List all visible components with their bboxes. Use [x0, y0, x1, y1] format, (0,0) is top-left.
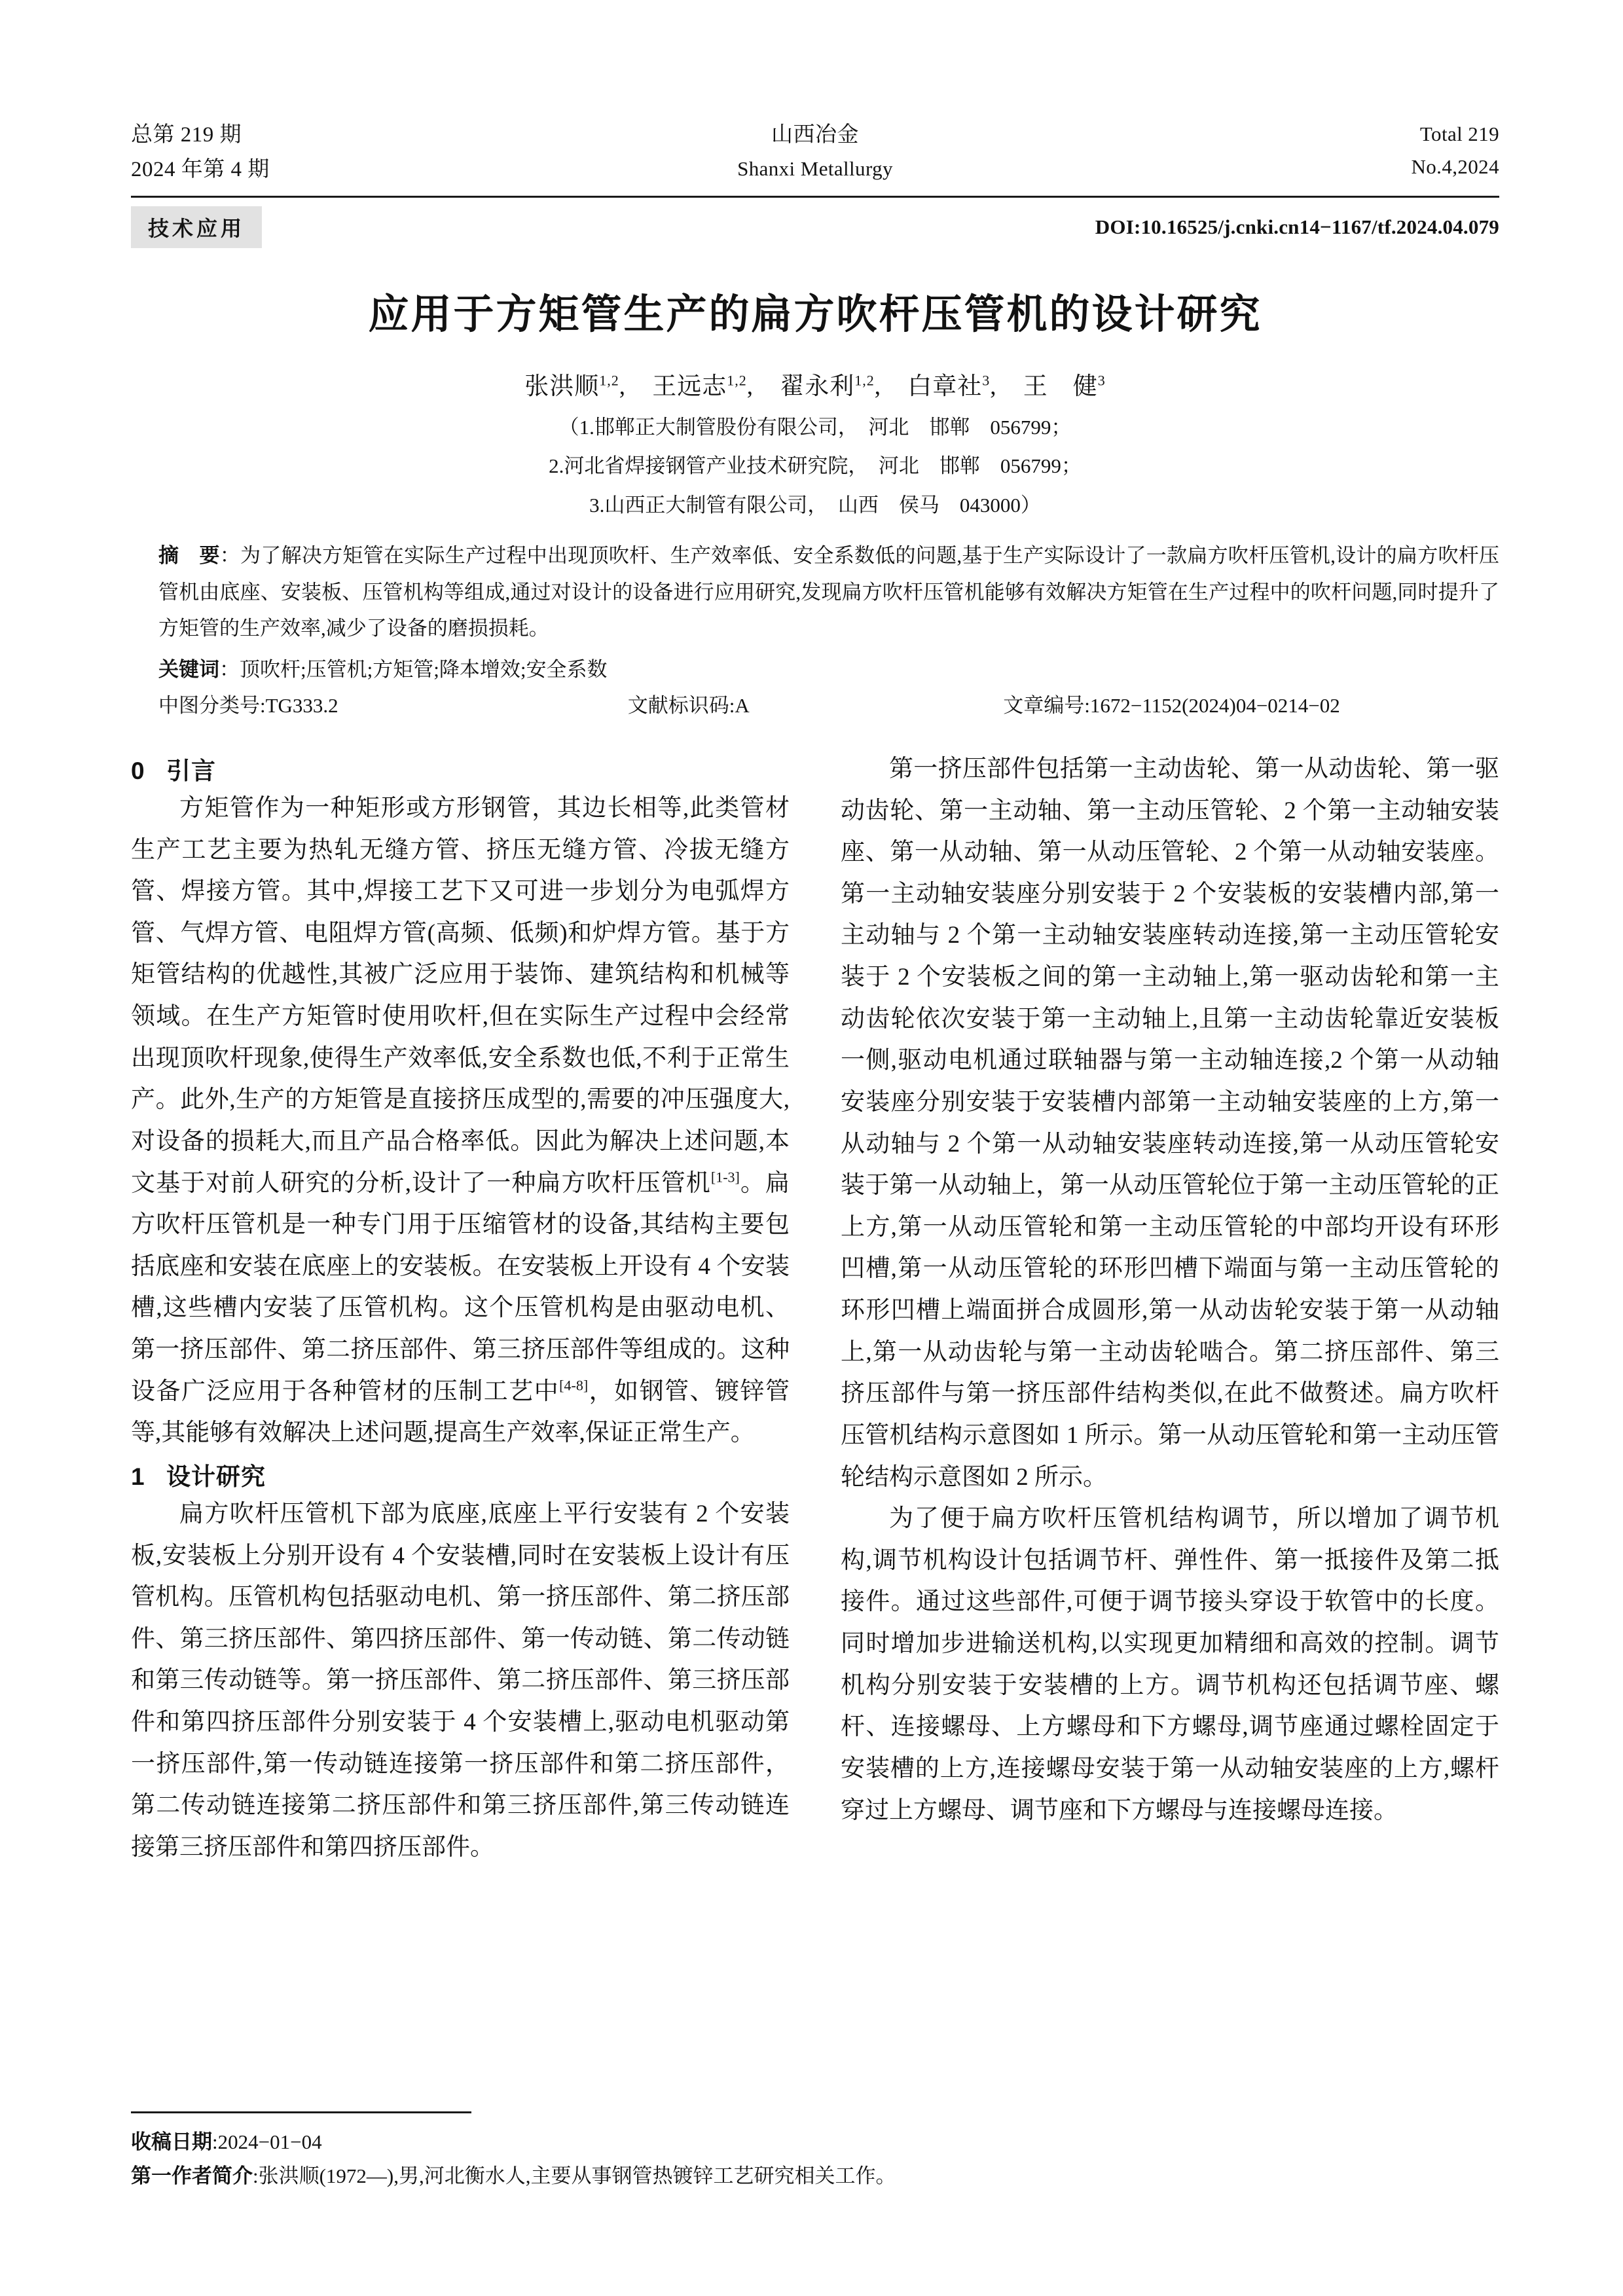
classification-row	[131, 689, 1499, 718]
category-badge: 技术应用	[131, 206, 262, 248]
section-title: 引言	[166, 757, 216, 784]
author-entry	[652, 373, 747, 400]
author-name: 王 健	[1023, 373, 1098, 400]
paragraph	[131, 788, 790, 1454]
journal-name-en: Shanxi Metallurgy	[737, 157, 893, 181]
author-bio-value: :张洪顺(1972—),男,河北衡水人,主要从事钢管热镀锌工艺研究相关工作。	[253, 2164, 896, 2187]
author-entry	[1023, 373, 1106, 400]
running-head-center	[541, 118, 1089, 186]
abstract-block	[131, 538, 1499, 646]
journal-name-cn: 山西冶金	[771, 123, 859, 147]
author-entry	[907, 373, 990, 400]
footnote-block	[131, 2111, 896, 2193]
paragraph: 为了便于扁方吹杆压管机结构调节，所以增加了调节机构,调节机构设计包括调节杆、弹性件、第一抵接件及第二抵接件。通过这些部件,可便于调节接头穿设于软管中的长度。同时增加步进输送机构,以实现更加精细和高效的控制。调节机构分别安装于安装槽的上方。调节机构还包括调节座、螺杆、连接螺母、上方螺母和下方螺母,调节座通过螺栓固定于安装槽的上方,连接螺母安装于第一从动轴安装座的上方,螺杆穿过上方螺母、调节座和下方螺母与连接螺母连接。	[841, 1505, 1499, 1824]
category-doi-row	[131, 207, 1499, 247]
header-divider	[131, 196, 1499, 198]
keywords-label: 关键词	[158, 657, 219, 681]
clc-number: 中图分类号:TG333.2	[158, 693, 338, 717]
issue-total-cn: 总第 219 期	[131, 123, 242, 147]
citation-ref: [1-3]	[710, 1169, 740, 1186]
paragraph: 扁方吹杆压管机下部为底座,底座上平行安装有 2 个安装板,安装板上分别开设有 4 个安装槽,同时在安装板上设计有压管机构。压管机构包括驱动电机、第一挤压部件、第二挤压部件、第三挤压部件、第四挤压部件、第一传动链、第二传动链和第三传动链等。第一挤压部件、第二挤压部件、第三挤压部件和第四挤压部件分别安装于 4 个安装槽上,驱动电机驱动第一挤压部件,第一传动链连接第一挤压部件和第二挤压部件，第二传动链连接第二挤压部件和第三挤压部件,第三传动链连接第三挤压部件和第四挤压部件。	[131, 1500, 790, 1861]
paragraph: 第一挤压部件包括第一主动齿轮、第一从动齿轮、第一驱动齿轮、第一主动轴、第一主动压管轮、2 个第一主动轴安装座、第一从动轴、第一从动压管轮、2 个第一从动轴安装座。第一主动轴安装座分别安装于 2 个安装板的安装槽内部,第一主动轴与 2 个第一主动轴安装座转动连接,第一主动压管轮安装于 2 个安装板之间的第一主动轴上,第一驱动齿轮和第一主动齿轮依次安装于第一主动轴上,且第一主动齿轮靠近安装板一侧,驱动电机通过联轴器与第一主动轴连接,2 个第一从动轴安装座分别安装于安装槽内部第一主动轴安装座的上方,第一从动轴与 2 个第一从动轴安装座转动连接,第一从动压管轮安装于第一从动轴上，第一从动压管轮位于第一主动压管轮的正上方,第一从动压管轮和第一主动压管轮的中部均开设有环形凹槽,第一从动压管轮的环形凹槽下端面与第一主动压管轮的环形凹槽上端面拼合成圆形,第一从动齿轮安装于第一从动轴上,第一从动齿轮与第一主动齿轮啮合。第二挤压部件、第三挤压部件与第一挤压部件结构类似,在此不做赘述。扁方吹杆压管机结构示意图如 1 所示。第一从动压管轮和第一主动压管轮结构示意图如 2 所示。	[841, 755, 1499, 1491]
affiliation-line: （1.邯郸正大制管股份有限公司， 河北 邯郸 056799；	[558, 415, 1072, 439]
section-number: 1	[131, 1463, 145, 1490]
section-number: 0	[131, 757, 145, 784]
issue-number-en: No.4,2024	[1411, 155, 1499, 179]
author-affil-marker: 1,2	[727, 372, 747, 389]
author-name: 白章社	[907, 373, 983, 400]
author-affil-marker: 1,2	[599, 372, 619, 389]
author-bio-line	[131, 2159, 896, 2193]
author-name: 翟永利	[780, 373, 855, 400]
right-column	[841, 748, 1499, 1868]
issue-year-cn: 2024 年第 4 期	[131, 158, 270, 182]
author-affil-marker: 3	[1097, 372, 1106, 389]
received-date-line	[131, 2125, 790, 2159]
author-name: 王远志	[652, 373, 727, 400]
paragraph-text: ，如钢管、镀锌管等,其能够有效解决上述问题,提高生产效率,保证正常生产。	[131, 1377, 790, 1447]
affiliation-line: 3.山西正大制管有限公司， 山西 侯马 043000）	[589, 493, 1041, 517]
keywords-block	[131, 653, 1499, 682]
section-title: 设计研究	[166, 1463, 266, 1490]
page-content	[131, 118, 1499, 1868]
author-affil-marker: 3	[982, 372, 991, 389]
received-date-label: 收稿日期	[131, 2130, 212, 2154]
author-entry	[780, 373, 875, 400]
section-heading-intro	[131, 751, 790, 786]
citation-ref: [4-8]	[559, 1377, 589, 1394]
abstract-label: 摘 要	[158, 544, 220, 568]
footnote-divider	[131, 2111, 471, 2113]
document-code: 文献标识码:A	[627, 693, 750, 717]
body-columns	[131, 748, 1499, 1868]
running-head-right	[1089, 118, 1499, 183]
abstract-text: ：为了解决方矩管在实际生产过程中出现顶吹杆、生产效率低、安全系数低的问题,基于生产实际设计了一款扁方吹杆压管机,设计的扁方吹杆压管机由底座、安装板、压管机构等组成,通过对设计的设备进行应用研究,发现扁方吹杆压管机能够有效解决方矩管在生产过程中的吹杆问题,同时提升了方矩管的生产效率,减少了设备的磨损损耗。	[158, 544, 1499, 640]
affiliation-block	[131, 408, 1499, 525]
author-bio-label: 第一作者简介	[131, 2164, 253, 2187]
author-entry	[524, 373, 619, 400]
author-list: 张洪顺$^{1,2}$, 王远志$^{1,2}$, 翟永利$^{1,2}$, 白章社$^3$, 王 健$^3$	[524, 372, 1106, 400]
running-head-left	[131, 118, 541, 188]
page-title: 应用于方矩管生产的扁方吹杆压管机的设计研究	[368, 291, 1262, 337]
paragraph-text: 方矩管作为一种矩形或方形钢管，其边长相等,此类管材生产工艺主要为热轧无缝方管、挤压无缝方管、冷拔无缝方管、焊接方管。其中,焊接工艺下又可进一步划分为电弧焊方管、气焊方管、电阻焊方管(高频、低频)和炉焊方管。基于方矩管结构的优越性,其被广泛应用于装饰、建筑结构和机械等领域。在生产方矩管时使用吹杆,但在实际生产过程中会经常出现顶吹杆现象,使得生产效率低,安全系数也低,不利于正常生产。此外,生产的方矩管是直接挤压成型的,需要的冲压强度大,对设备的损耗大,而且产品合格率低。因此为解决上述问题,本文基于对前人研究的分析,设计了一种扁方吹杆压管机	[131, 794, 790, 1197]
paragraph-text: 。扁方吹杆压管机是一种专门用于压缩管材的设备,其结构主要包括底座和安装在底座上的安装板。在安装板上开设有 4 个安装槽,这些槽内安装了压管机构。这个压管机构是由驱动电机、第一挤压部件、第二挤压部件、第三挤压部件等组成的。这种设备广泛应用于各种管材的压制工艺中	[131, 1169, 790, 1405]
received-date-value: :2024−01−04	[212, 2130, 322, 2154]
keywords-text: ：顶吹杆;压管机;方矩管;降本增效;安全系数	[219, 657, 608, 681]
author-affil-marker: 1,2	[854, 372, 875, 389]
running-head	[131, 118, 1499, 188]
article-number: 文章编号:1672−1152(2024)04−0214−02	[1003, 693, 1340, 717]
left-column	[131, 748, 790, 1868]
doi-text: DOI:10.16525/j.cnki.cn14−1167/tf.2024.04.079	[1095, 215, 1499, 238]
issue-total-en: Total 219	[1419, 122, 1499, 145]
author-name: 张洪顺	[524, 373, 600, 400]
section-heading-design	[131, 1457, 790, 1492]
affiliation-line: 2.河北省焊接钢管产业技术研究院， 河北 邯郸 056799；	[549, 454, 1082, 478]
